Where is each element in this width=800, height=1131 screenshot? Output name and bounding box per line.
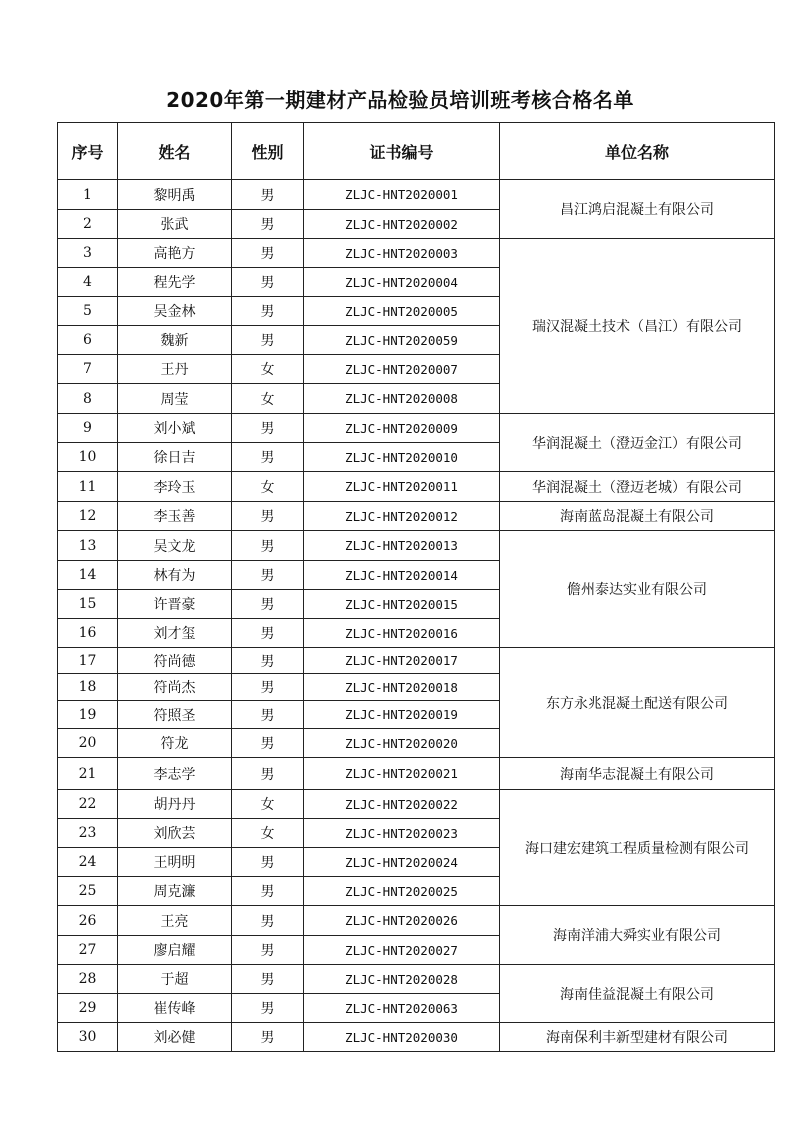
cell-certificate: ZLJC-HNT2020003 [304,239,500,268]
cell-name: 徐日吉 [118,443,232,472]
cell-certificate: ZLJC-HNT2020010 [304,443,500,472]
cell-unit: 昌江鸿启混凝土有限公司 [500,180,775,239]
cell-name: 符尚杰 [118,674,232,701]
cell-index: 12 [58,502,118,531]
cell-name: 刘欣芸 [118,819,232,848]
roster-table [57,122,775,1052]
cell-gender: 男 [232,297,304,326]
cell-unit: 海口建宏建筑工程质量检测有限公司 [500,790,775,906]
cell-certificate: ZLJC-HNT2020015 [304,590,500,619]
cell-gender: 男 [232,414,304,443]
cell-certificate: ZLJC-HNT2020011 [304,472,500,502]
cell-index: 5 [58,297,118,326]
cell-certificate: ZLJC-HNT2020005 [304,297,500,326]
cell-index: 4 [58,268,118,297]
cell-gender: 男 [232,619,304,648]
cell-gender: 女 [232,355,304,384]
cell-gender: 男 [232,674,304,701]
cell-gender: 男 [232,443,304,472]
cell-gender: 男 [232,848,304,877]
cell-index: 9 [58,414,118,443]
cell-name: 王明明 [118,848,232,877]
cell-certificate: ZLJC-HNT2020021 [304,758,500,790]
cell-certificate: ZLJC-HNT2020028 [304,965,500,994]
cell-index: 3 [58,239,118,268]
cell-index: 23 [58,819,118,848]
cell-certificate: ZLJC-HNT2020016 [304,619,500,648]
table-row [58,790,775,819]
table-row [58,180,775,210]
cell-name: 魏新 [118,326,232,355]
cell-gender: 男 [232,268,304,297]
cell-index: 16 [58,619,118,648]
cell-certificate: ZLJC-HNT2020001 [304,180,500,210]
cell-name: 符龙 [118,729,232,758]
cell-name: 黎明禹 [118,180,232,210]
cell-gender: 男 [232,326,304,355]
cell-gender: 女 [232,819,304,848]
cell-unit: 瑞汉混凝土技术（昌江）有限公司 [500,239,775,414]
cell-certificate: ZLJC-HNT2020024 [304,848,500,877]
cell-unit: 东方永兆混凝土配送有限公司 [500,648,775,758]
cell-name: 张武 [118,210,232,239]
cell-gender: 男 [232,994,304,1023]
cell-index: 6 [58,326,118,355]
cell-certificate: ZLJC-HNT2020025 [304,877,500,906]
cell-certificate: ZLJC-HNT2020002 [304,210,500,239]
cell-name: 崔传峰 [118,994,232,1023]
cell-name: 符尚德 [118,648,232,674]
cell-name: 周克濂 [118,877,232,906]
cell-name: 王丹 [118,355,232,384]
cell-index: 27 [58,936,118,965]
cell-gender: 男 [232,590,304,619]
cell-certificate: ZLJC-HNT2020022 [304,790,500,819]
table-body [58,180,775,1052]
header-unit: 单位名称 [500,123,775,180]
cell-certificate: ZLJC-HNT2020007 [304,355,500,384]
cell-unit: 儋州泰达实业有限公司 [500,531,775,648]
cell-index: 22 [58,790,118,819]
cell-index: 19 [58,701,118,729]
cell-gender: 男 [232,210,304,239]
cell-name: 吴文龙 [118,531,232,561]
cell-certificate: ZLJC-HNT2020026 [304,906,500,936]
cell-name: 刘小斌 [118,414,232,443]
cell-unit: 华润混凝土（澄迈金江）有限公司 [500,414,775,472]
cell-certificate: ZLJC-HNT2020009 [304,414,500,443]
document-title: 2020年第一期建材产品检验员培训班考核合格名单 [166,88,634,112]
cell-gender: 男 [232,877,304,906]
cell-name: 林有为 [118,561,232,590]
cell-name: 周莹 [118,384,232,414]
cell-index: 20 [58,729,118,758]
cell-gender: 男 [232,906,304,936]
cell-index: 14 [58,561,118,590]
cell-name: 高艳方 [118,239,232,268]
table-row [58,472,775,502]
cell-index: 13 [58,531,118,561]
cell-unit: 华润混凝土（澄迈老城）有限公司 [500,472,775,502]
cell-unit: 海南洋浦大舜实业有限公司 [500,906,775,965]
cell-certificate: ZLJC-HNT2020020 [304,729,500,758]
cell-name: 李志学 [118,758,232,790]
cell-certificate: ZLJC-HNT2020014 [304,561,500,590]
cell-gender: 男 [232,502,304,531]
cell-certificate: ZLJC-HNT2020059 [304,326,500,355]
cell-certificate: ZLJC-HNT2020018 [304,674,500,701]
cell-index: 15 [58,590,118,619]
cell-certificate: ZLJC-HNT2020063 [304,994,500,1023]
cell-index: 7 [58,355,118,384]
cell-gender: 男 [232,1023,304,1052]
cell-unit: 海南蓝岛混凝土有限公司 [500,502,775,531]
cell-name: 刘才玺 [118,619,232,648]
table-row [58,531,775,561]
table-row [58,648,775,674]
cell-gender: 女 [232,790,304,819]
cell-name: 王亮 [118,906,232,936]
cell-index: 11 [58,472,118,502]
cell-certificate: ZLJC-HNT2020027 [304,936,500,965]
cell-certificate: ZLJC-HNT2020008 [304,384,500,414]
cell-gender: 男 [232,729,304,758]
cell-unit: 海南保利丰新型建材有限公司 [500,1023,775,1052]
header-gender: 性别 [232,123,304,180]
table-row [58,1023,775,1052]
table-row [58,414,775,443]
cell-index: 28 [58,965,118,994]
table-row [58,758,775,790]
cell-certificate: ZLJC-HNT2020023 [304,819,500,848]
cell-name: 刘必健 [118,1023,232,1052]
cell-gender: 男 [232,180,304,210]
cell-gender: 男 [232,531,304,561]
cell-gender: 女 [232,384,304,414]
cell-index: 29 [58,994,118,1023]
cell-certificate: ZLJC-HNT2020004 [304,268,500,297]
cell-name: 符照圣 [118,701,232,729]
cell-gender: 男 [232,701,304,729]
cell-index: 25 [58,877,118,906]
table-row [58,965,775,994]
cell-name: 吴金林 [118,297,232,326]
header-index: 序号 [58,123,118,180]
cell-name: 程先学 [118,268,232,297]
cell-index: 10 [58,443,118,472]
cell-certificate: ZLJC-HNT2020012 [304,502,500,531]
cell-index: 1 [58,180,118,210]
cell-gender: 男 [232,936,304,965]
cell-unit: 海南佳益混凝土有限公司 [500,965,775,1023]
header-name: 姓名 [118,123,232,180]
cell-index: 17 [58,648,118,674]
cell-index: 24 [58,848,118,877]
cell-name: 许晋豪 [118,590,232,619]
cell-index: 30 [58,1023,118,1052]
cell-gender: 男 [232,758,304,790]
cell-index: 21 [58,758,118,790]
table-row [58,502,775,531]
cell-gender: 男 [232,965,304,994]
table-header-row [58,123,775,180]
table-row [58,239,775,268]
cell-index: 8 [58,384,118,414]
header-certificate: 证书编号 [304,123,500,180]
cell-certificate: ZLJC-HNT2020017 [304,648,500,674]
cell-name: 胡丹丹 [118,790,232,819]
cell-name: 廖启耀 [118,936,232,965]
cell-gender: 男 [232,239,304,268]
cell-gender: 男 [232,648,304,674]
cell-name: 李玉善 [118,502,232,531]
cell-name: 于超 [118,965,232,994]
cell-index: 2 [58,210,118,239]
cell-certificate: ZLJC-HNT2020019 [304,701,500,729]
cell-index: 18 [58,674,118,701]
cell-name: 李玲玉 [118,472,232,502]
cell-certificate: ZLJC-HNT2020030 [304,1023,500,1052]
cell-gender: 女 [232,472,304,502]
cell-gender: 男 [232,561,304,590]
cell-unit: 海南华志混凝土有限公司 [500,758,775,790]
cell-index: 26 [58,906,118,936]
table-row [58,906,775,936]
cell-certificate: ZLJC-HNT2020013 [304,531,500,561]
